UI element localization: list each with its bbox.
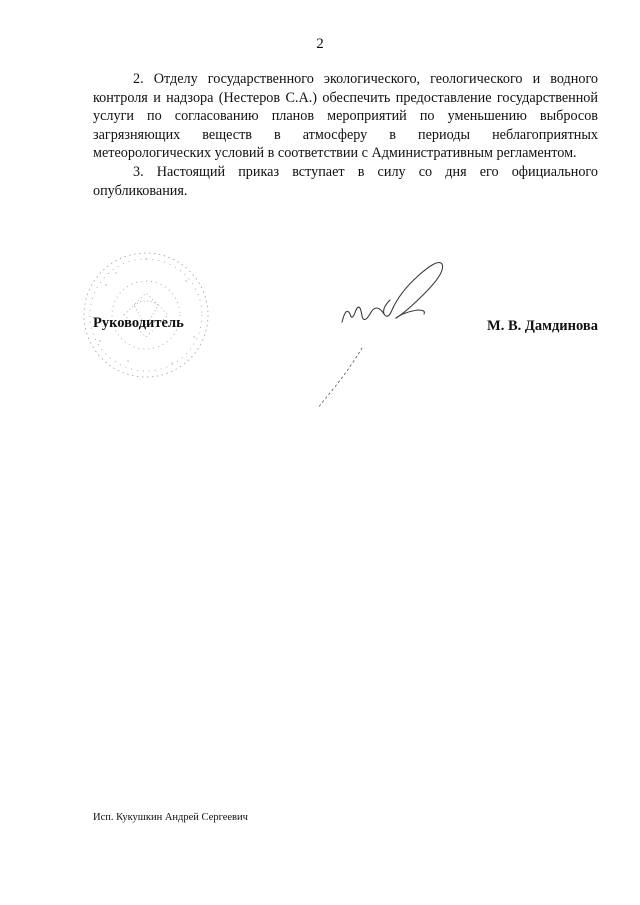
order-text: [93, 70, 598, 200]
page-number: 2: [316, 36, 324, 52]
paragraph-2: 2. Отделу государственного экологического, геологического и водного контроля и надзора (Нестеров С.А.) обеспечить предоставление государственной услуги по согласованию планов мероприятий по уменьшению выбросов загрязняющих веществ в атмосферу в периоды неблагоприятных метеорологических условий в соответствии с Административным регламентом.: [93, 71, 598, 162]
signer-name: М. В. Дамдинова: [487, 318, 598, 334]
executor-note: Исп. Кукушкин Андрей Сергеевич: [93, 812, 248, 823]
paragraph-3: 3. Настоящий приказ вступает в силу со дня его официального опубликования.: [93, 163, 598, 199]
signer-title: Руководитель: [93, 315, 184, 331]
